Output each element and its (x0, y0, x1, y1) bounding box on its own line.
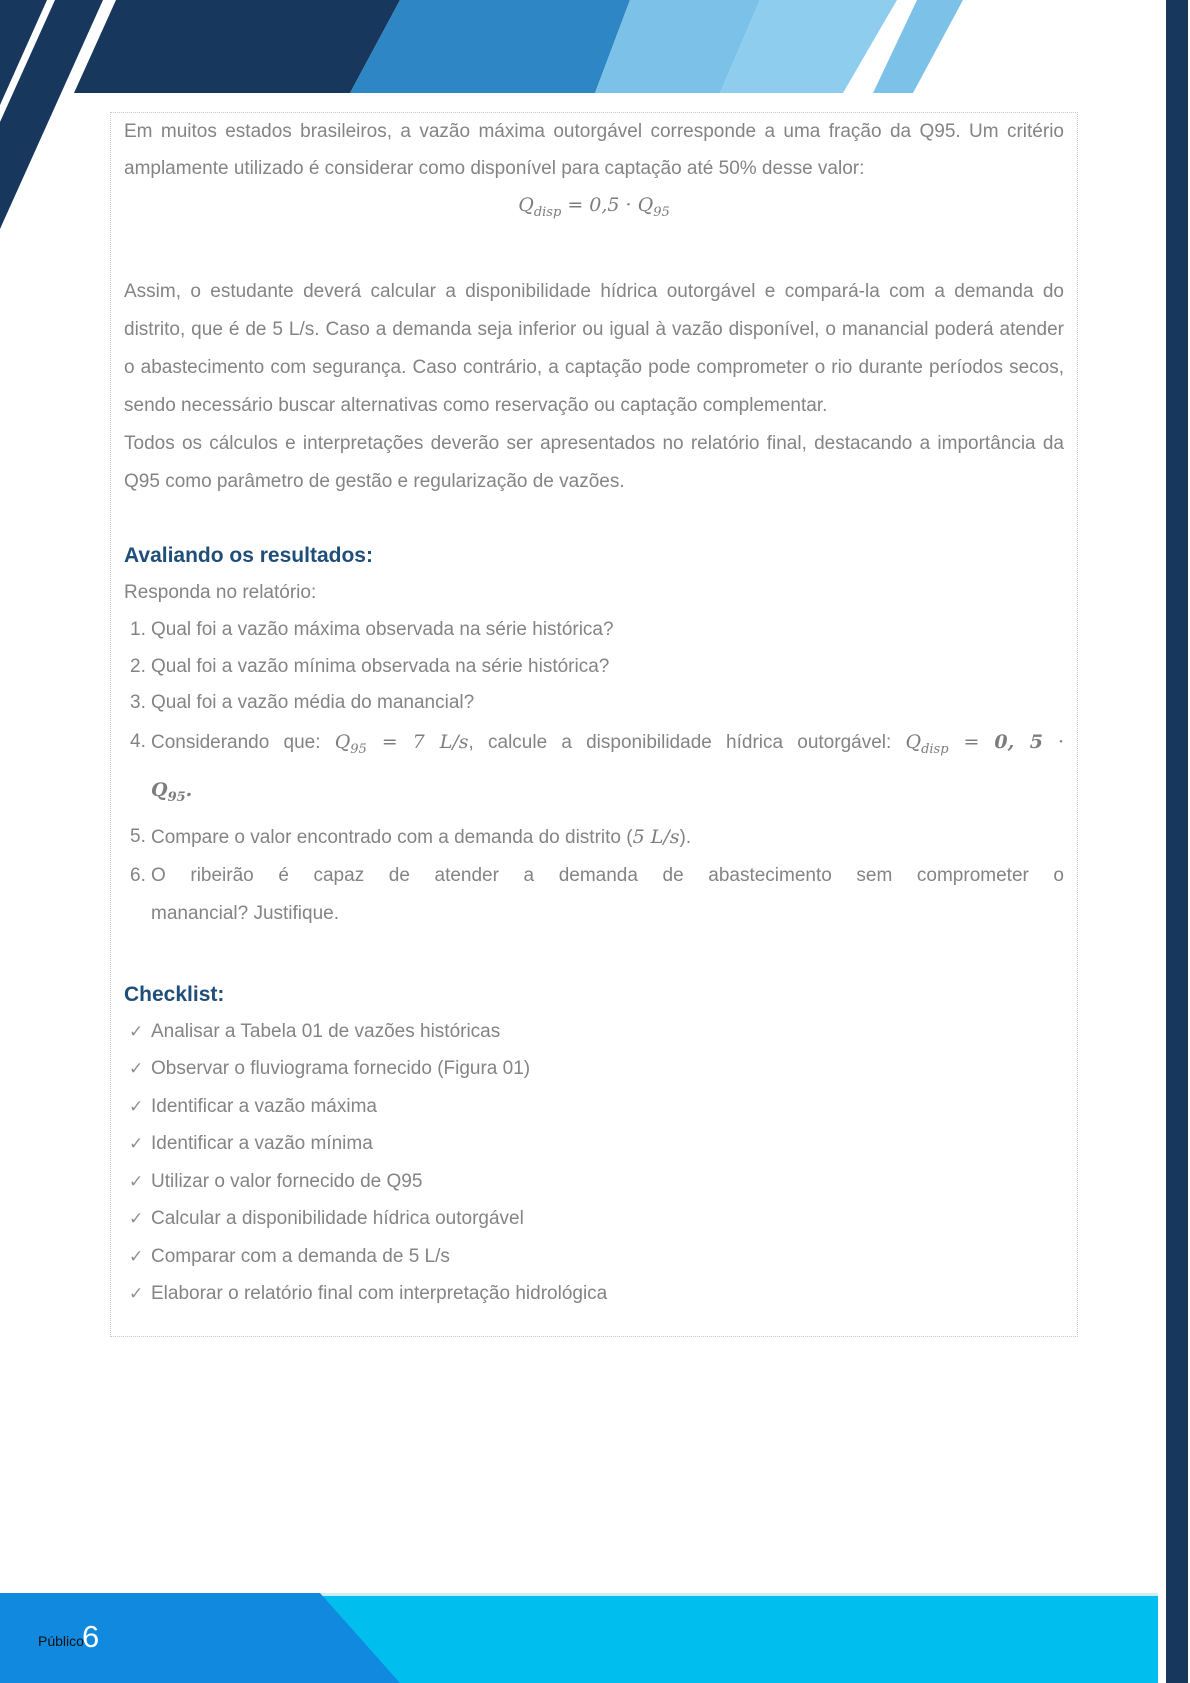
header-decoration (0, 0, 1190, 93)
checkmark-icon: ✓ (129, 1171, 144, 1191)
checklist-text: Elaborar o relatório final com interpretação hidrológica (151, 1283, 608, 1304)
formula-qdisp (124, 187, 1064, 231)
checkmark-icon: ✓ (129, 1096, 144, 1116)
formula-q-disp-sub: disp (533, 205, 562, 220)
page-number: 6 (82, 1619, 100, 1654)
checkmark-icon: ✓ (129, 1246, 144, 1266)
checklist-text: Utilizar o valor fornecido de Q95 (151, 1170, 423, 1192)
question-text: Considerando que: (151, 731, 335, 753)
math-05-bold: 0, 5 (994, 730, 1044, 753)
checklist-item (124, 1275, 1064, 1313)
math-5-ls: 5 L/s (632, 825, 680, 848)
question-number: 5. (130, 825, 146, 847)
question-item-4 (124, 722, 1064, 818)
formula-q95-base: Q (637, 194, 654, 216)
question-text: Qual foi a vazão mínima observada na série histórica? (151, 655, 610, 677)
checklist-item (124, 1238, 1064, 1276)
checklist-text: Observar o fluviograma fornecido (Figura 01) (151, 1058, 531, 1079)
math-q95-sub: 95 (167, 789, 186, 805)
checklist-text: Identificar a vazão mínima (151, 1133, 373, 1154)
question-text: , calcule a disponibilidade hídrica outorgável: (468, 731, 906, 753)
math-qdisp-base: Q (905, 730, 922, 753)
checkmark-icon: ✓ (129, 1284, 144, 1303)
section-title-checklist: Checklist: (124, 982, 225, 1006)
math-multiply-dot: · (1043, 730, 1065, 753)
formula-q95-sub: 95 (653, 205, 670, 220)
checklist-item (124, 1200, 1064, 1238)
question-6-line-2: manancial? Justifique. (151, 902, 339, 924)
math-period: . (185, 778, 193, 801)
question-item-1 (124, 612, 1064, 649)
classification-label: Público (38, 1633, 84, 1649)
checklist-item (124, 1013, 1064, 1051)
checklist-text: Identificar a vazão máxima (151, 1095, 377, 1117)
question-number: 3. (130, 692, 146, 713)
math-unit-ls: L/s (439, 730, 469, 753)
question-number: 6. (130, 864, 146, 886)
question-text: ). (679, 826, 692, 848)
questions-list (124, 612, 1064, 933)
checklist-text: Analisar a Tabela 01 de vazões históricas (151, 1020, 501, 1042)
question-number: 2. (130, 655, 146, 677)
checkmark-icon: ✓ (129, 1021, 144, 1041)
question-text: Qual foi a vazão máxima observada na série histórica? (151, 619, 614, 640)
checkmark-icon: ✓ (129, 1059, 144, 1078)
question-4-line-1 (151, 722, 1064, 770)
checklist-text: Calcular a disponibilidade hídrica outorgável (151, 1208, 524, 1229)
checklist-item (124, 1050, 1064, 1088)
checklist-text: Comparar com a demanda de 5 L/s (151, 1245, 450, 1267)
math-q95-base: Q (334, 730, 351, 753)
math-q95-base: Q (151, 778, 168, 801)
math-equals-7: = 7 (366, 730, 440, 753)
paragraph-todos: Todos os cálculos e interpretações deverão ser apresentados no relatório final, destacando a importância da Q95 como parâmetro de gestão e regularização de vazões. (124, 433, 1064, 492)
checkmark-icon: ✓ (129, 1209, 144, 1228)
section-title-avaliando: Avaliando os resultados: (124, 544, 373, 567)
question-number: 1. (130, 619, 146, 640)
text-content-box (110, 112, 1078, 1337)
question-item-2 (124, 649, 1064, 686)
math-q95-sub: 95 (350, 741, 367, 757)
checklist (124, 1013, 1064, 1313)
question-item-5 (124, 818, 1064, 857)
question-6-line-1: O ribeirão é capaz de atender a demanda de abastecimento sem comprometer o (151, 864, 1064, 886)
question-text: Qual foi a vazão média do manancial? (151, 692, 475, 713)
checklist-item (124, 1088, 1064, 1126)
formula-equals: = 0,5 · (561, 194, 638, 216)
question-number: 4. (130, 730, 146, 752)
checklist-item (124, 1125, 1064, 1163)
intro-paragraph: Em muitos estados brasileiros, a vazão máxima outorgável corresponde a uma fração da Q95. Um critério amplamente utilizado é considerar como disponível para captação até 50% desse valor: (124, 121, 1064, 179)
formula-q-disp-base: Q (518, 194, 534, 216)
paragraph-assim: Assim, o estudante deverá calcular a disponibilidade hídrica outorgável e compará-la com a demanda do distrito, que é de 5 L/s. Caso a demanda seja inferior ou igual à vazão disponível, o manancial poderá atender o abastecimento com segurança. Caso contrário, a captação pode comprometer o rio durante períodos secos, sendo necessário buscar alternativas como reservação ou captação complementar. (124, 281, 1064, 416)
checklist-item (124, 1163, 1064, 1201)
footer-decoration (0, 1593, 1158, 1683)
checkmark-icon: ✓ (129, 1134, 144, 1153)
question-item-3 (124, 685, 1064, 722)
right-edge-navy-bar (1166, 0, 1188, 1683)
math-qdisp-sub: disp (921, 741, 949, 757)
section-intro-responda: Responda no relatório: (124, 582, 317, 603)
math-equals: = (948, 730, 995, 753)
question-text: Compare o valor encontrado com a demanda do distrito ( (151, 826, 633, 848)
question-4-line-2 (151, 770, 1064, 818)
question-item-6 (124, 857, 1064, 933)
